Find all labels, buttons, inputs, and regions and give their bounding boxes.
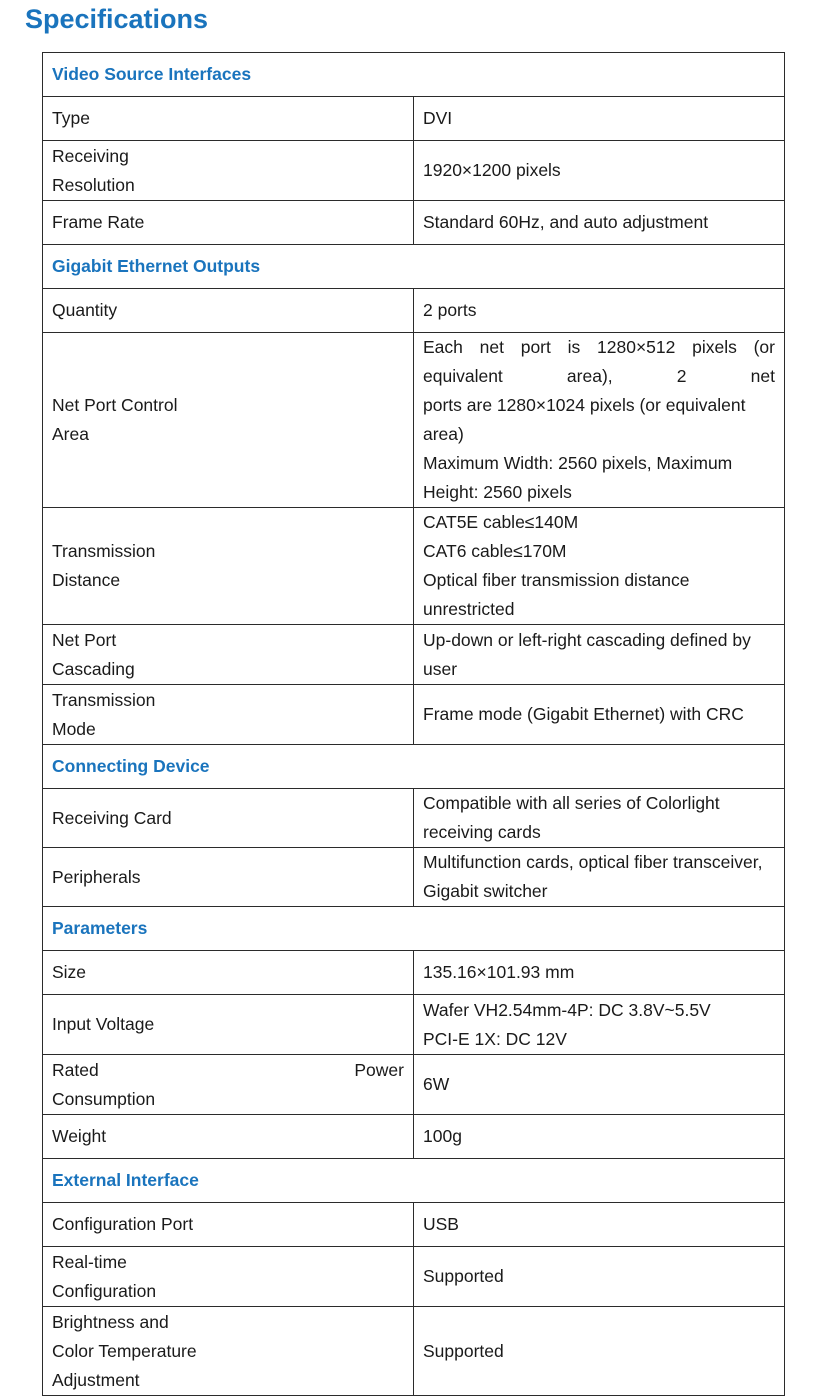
row-label: Brightness and Color Temperature Adjustment (43, 1307, 414, 1396)
table-row (43, 97, 785, 141)
row-label: Frame Rate (43, 201, 414, 245)
row-label: Transmission Mode (43, 685, 414, 745)
section-header-row (43, 53, 785, 97)
table-row (43, 1307, 785, 1396)
row-value: 6W (414, 1055, 785, 1115)
row-value: 2 ports (414, 289, 785, 333)
table-row (43, 685, 785, 745)
row-value: 135.16×101.93 mm (414, 951, 785, 995)
table-row (43, 1247, 785, 1307)
row-label: Configuration Port (43, 1203, 414, 1247)
table-row (43, 789, 785, 848)
row-value: CAT5E cable≤140M CAT6 cable≤170M Optical fiber transmission distance unrestricted (414, 508, 785, 625)
specifications-table (42, 52, 785, 1396)
row-value: Compatible with all series of Colorlight receiving cards (414, 789, 785, 848)
row-label: Net Port Cascading (43, 625, 414, 685)
row-label: Receiving Resolution (43, 141, 414, 201)
row-value: Frame mode (Gigabit Ethernet) with CRC (414, 685, 785, 745)
row-label: Rated Power Consumption (43, 1055, 414, 1115)
section-header-row (43, 1159, 785, 1203)
row-value: DVI (414, 97, 785, 141)
row-label: Net Port Control Area (43, 333, 414, 508)
row-value: Wafer VH2.54mm-4P: DC 3.8V~5.5V PCI-E 1X: DC 12V (414, 995, 785, 1055)
row-value: Supported (414, 1307, 785, 1396)
row-label: Input Voltage (43, 995, 414, 1055)
section-header-row (43, 907, 785, 951)
row-value: 100g (414, 1115, 785, 1159)
row-value: USB (414, 1203, 785, 1247)
table-row (43, 625, 785, 685)
row-label: Peripherals (43, 848, 414, 907)
section-header-row (43, 245, 785, 289)
table-row (43, 508, 785, 625)
section-heading: Parameters (43, 907, 785, 951)
row-label: Receiving Card (43, 789, 414, 848)
table-row (43, 289, 785, 333)
row-label: Size (43, 951, 414, 995)
row-value: Each net port is 1280×512 pixels (or equivalent area), 2 net ports are 1280×1024 pixels (or equivalent area) Maximum Width: 2560 pixels, Maximum Height: 2560 pixels (414, 333, 785, 508)
row-value: 1920×1200 pixels (414, 141, 785, 201)
table-row (43, 1055, 785, 1115)
table-row (43, 951, 785, 995)
row-label: Real-time Configuration (43, 1247, 414, 1307)
page-title: Specifications (25, 4, 209, 34)
table-row (43, 333, 785, 508)
section-heading: External Interface (43, 1159, 785, 1203)
row-label: Type (43, 97, 414, 141)
row-label: Quantity (43, 289, 414, 333)
table-row (43, 201, 785, 245)
row-value: Supported (414, 1247, 785, 1307)
row-value: Multifunction cards, optical fiber transceiver, Gigabit switcher (414, 848, 785, 907)
table-row (43, 1115, 785, 1159)
row-label: Transmission Distance (43, 508, 414, 625)
table-row (43, 141, 785, 201)
row-value: Standard 60Hz, and auto adjustment (414, 201, 785, 245)
table-row (43, 848, 785, 907)
section-header-row (43, 745, 785, 789)
table-row (43, 995, 785, 1055)
row-label: Weight (43, 1115, 414, 1159)
table-row (43, 1203, 785, 1247)
row-value: Up-down or left-right cascading defined by user (414, 625, 785, 685)
section-heading: Gigabit Ethernet Outputs (43, 245, 785, 289)
section-heading: Connecting Device (43, 745, 785, 789)
section-heading: Video Source Interfaces (43, 53, 785, 97)
